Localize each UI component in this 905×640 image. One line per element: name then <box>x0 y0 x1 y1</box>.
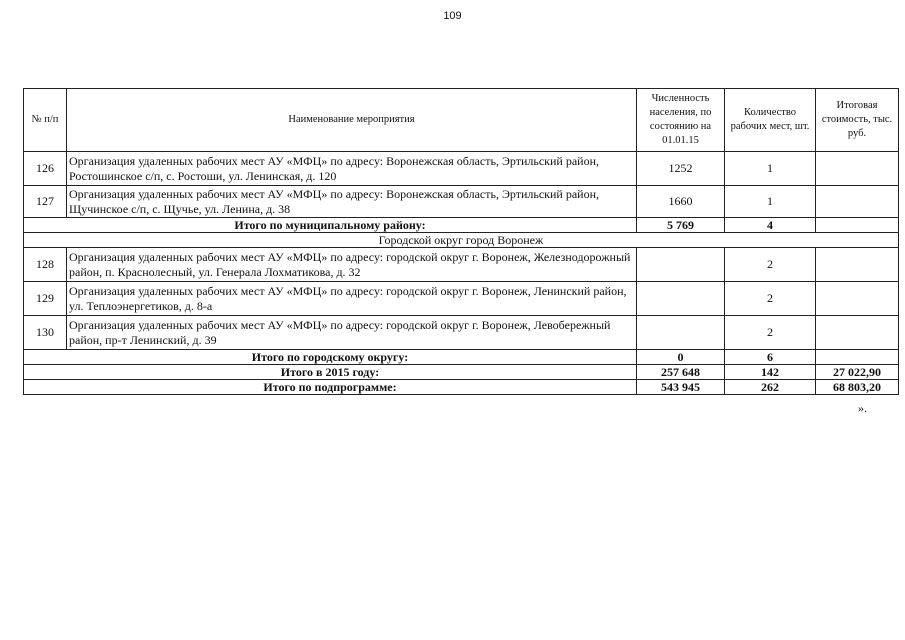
row-population <box>637 282 725 316</box>
table-row <box>24 316 899 350</box>
row-population: 1660 <box>637 186 725 218</box>
total-cost <box>816 218 899 233</box>
table-row <box>24 248 899 282</box>
table-row <box>24 186 899 218</box>
header-workplaces: Количество рабочих мест, шт. <box>725 89 816 152</box>
row-workplaces: 2 <box>725 316 816 350</box>
header-name: Наименование мероприятия <box>67 89 637 152</box>
header-num: № п/п <box>24 89 67 152</box>
table-row <box>24 152 899 186</box>
total-2015-row <box>24 365 899 380</box>
row-num: 126 <box>24 152 67 186</box>
total-label: Итого по муниципальному району: <box>24 218 637 233</box>
total-workplaces: 4 <box>725 218 816 233</box>
row-cost <box>816 248 899 282</box>
closing-quote-mark: ». <box>858 401 867 415</box>
row-workplaces: 2 <box>725 248 816 282</box>
total-workplaces: 262 <box>725 380 816 395</box>
total-label: Итого по городскому округу: <box>24 350 637 365</box>
total-cost: 68 803,20 <box>816 380 899 395</box>
total-cost: 27 022,90 <box>816 365 899 380</box>
measures-table <box>23 88 899 395</box>
total-workplaces: 6 <box>725 350 816 365</box>
row-cost <box>816 186 899 218</box>
row-population: 1252 <box>637 152 725 186</box>
total-city-row <box>24 350 899 365</box>
row-workplaces: 1 <box>725 152 816 186</box>
page-number: 109 <box>443 10 462 22</box>
row-name: Организация удаленных рабочих мест АУ «МФЦ» по адресу: городской округ г. Воронеж, Левобережный район, пр-т Ленинский, д. 39 <box>67 316 637 350</box>
row-name: Организация удаленных рабочих мест АУ «МФЦ» по адресу: Воронежская область, Эртильский район, Щучинское с/п, с. Щучье, ул. Ленина, д. 38 <box>67 186 637 218</box>
total-cost <box>816 350 899 365</box>
total-population: 5 769 <box>637 218 725 233</box>
total-municipal-row <box>24 218 899 233</box>
header-population: Численность населения, по состоянию на 01.01.15 <box>637 89 725 152</box>
total-population: 0 <box>637 350 725 365</box>
row-population <box>637 248 725 282</box>
row-workplaces: 1 <box>725 186 816 218</box>
total-subprogram-row <box>24 380 899 395</box>
row-num: 130 <box>24 316 67 350</box>
total-label: Итого в 2015 году: <box>24 365 637 380</box>
section-title: Городской округ город Воронеж <box>24 233 899 248</box>
total-workplaces: 142 <box>725 365 816 380</box>
row-population <box>637 316 725 350</box>
total-population: 257 648 <box>637 365 725 380</box>
table-header-row <box>24 89 899 152</box>
table-row <box>24 282 899 316</box>
header-cost: Итоговая стоимость, тыс. руб. <box>816 89 899 152</box>
row-workplaces: 2 <box>725 282 816 316</box>
row-cost <box>816 282 899 316</box>
row-name: Организация удаленных рабочих мест АУ «МФЦ» по адресу: городской округ г. Воронеж, Железнодорожный район, п. Краснолесный, ул. Генерала Лохматикова, д. 32 <box>67 248 637 282</box>
row-num: 128 <box>24 248 67 282</box>
row-name: Организация удаленных рабочих мест АУ «МФЦ» по адресу: городской округ г. Воронеж, Ленинский район, ул. Теплоэнергетиков, д. 8-а <box>67 282 637 316</box>
total-population: 543 945 <box>637 380 725 395</box>
row-cost <box>816 152 899 186</box>
row-cost <box>816 316 899 350</box>
total-label: Итого по подпрограмме: <box>24 380 637 395</box>
row-name: Организация удаленных рабочих мест АУ «МФЦ» по адресу: Воронежская область, Эртильский район, Ростошинское с/п, с. Ростоши, ул. Ленинская, д. 120 <box>67 152 637 186</box>
row-num: 127 <box>24 186 67 218</box>
row-num: 129 <box>24 282 67 316</box>
section-row <box>24 233 899 248</box>
